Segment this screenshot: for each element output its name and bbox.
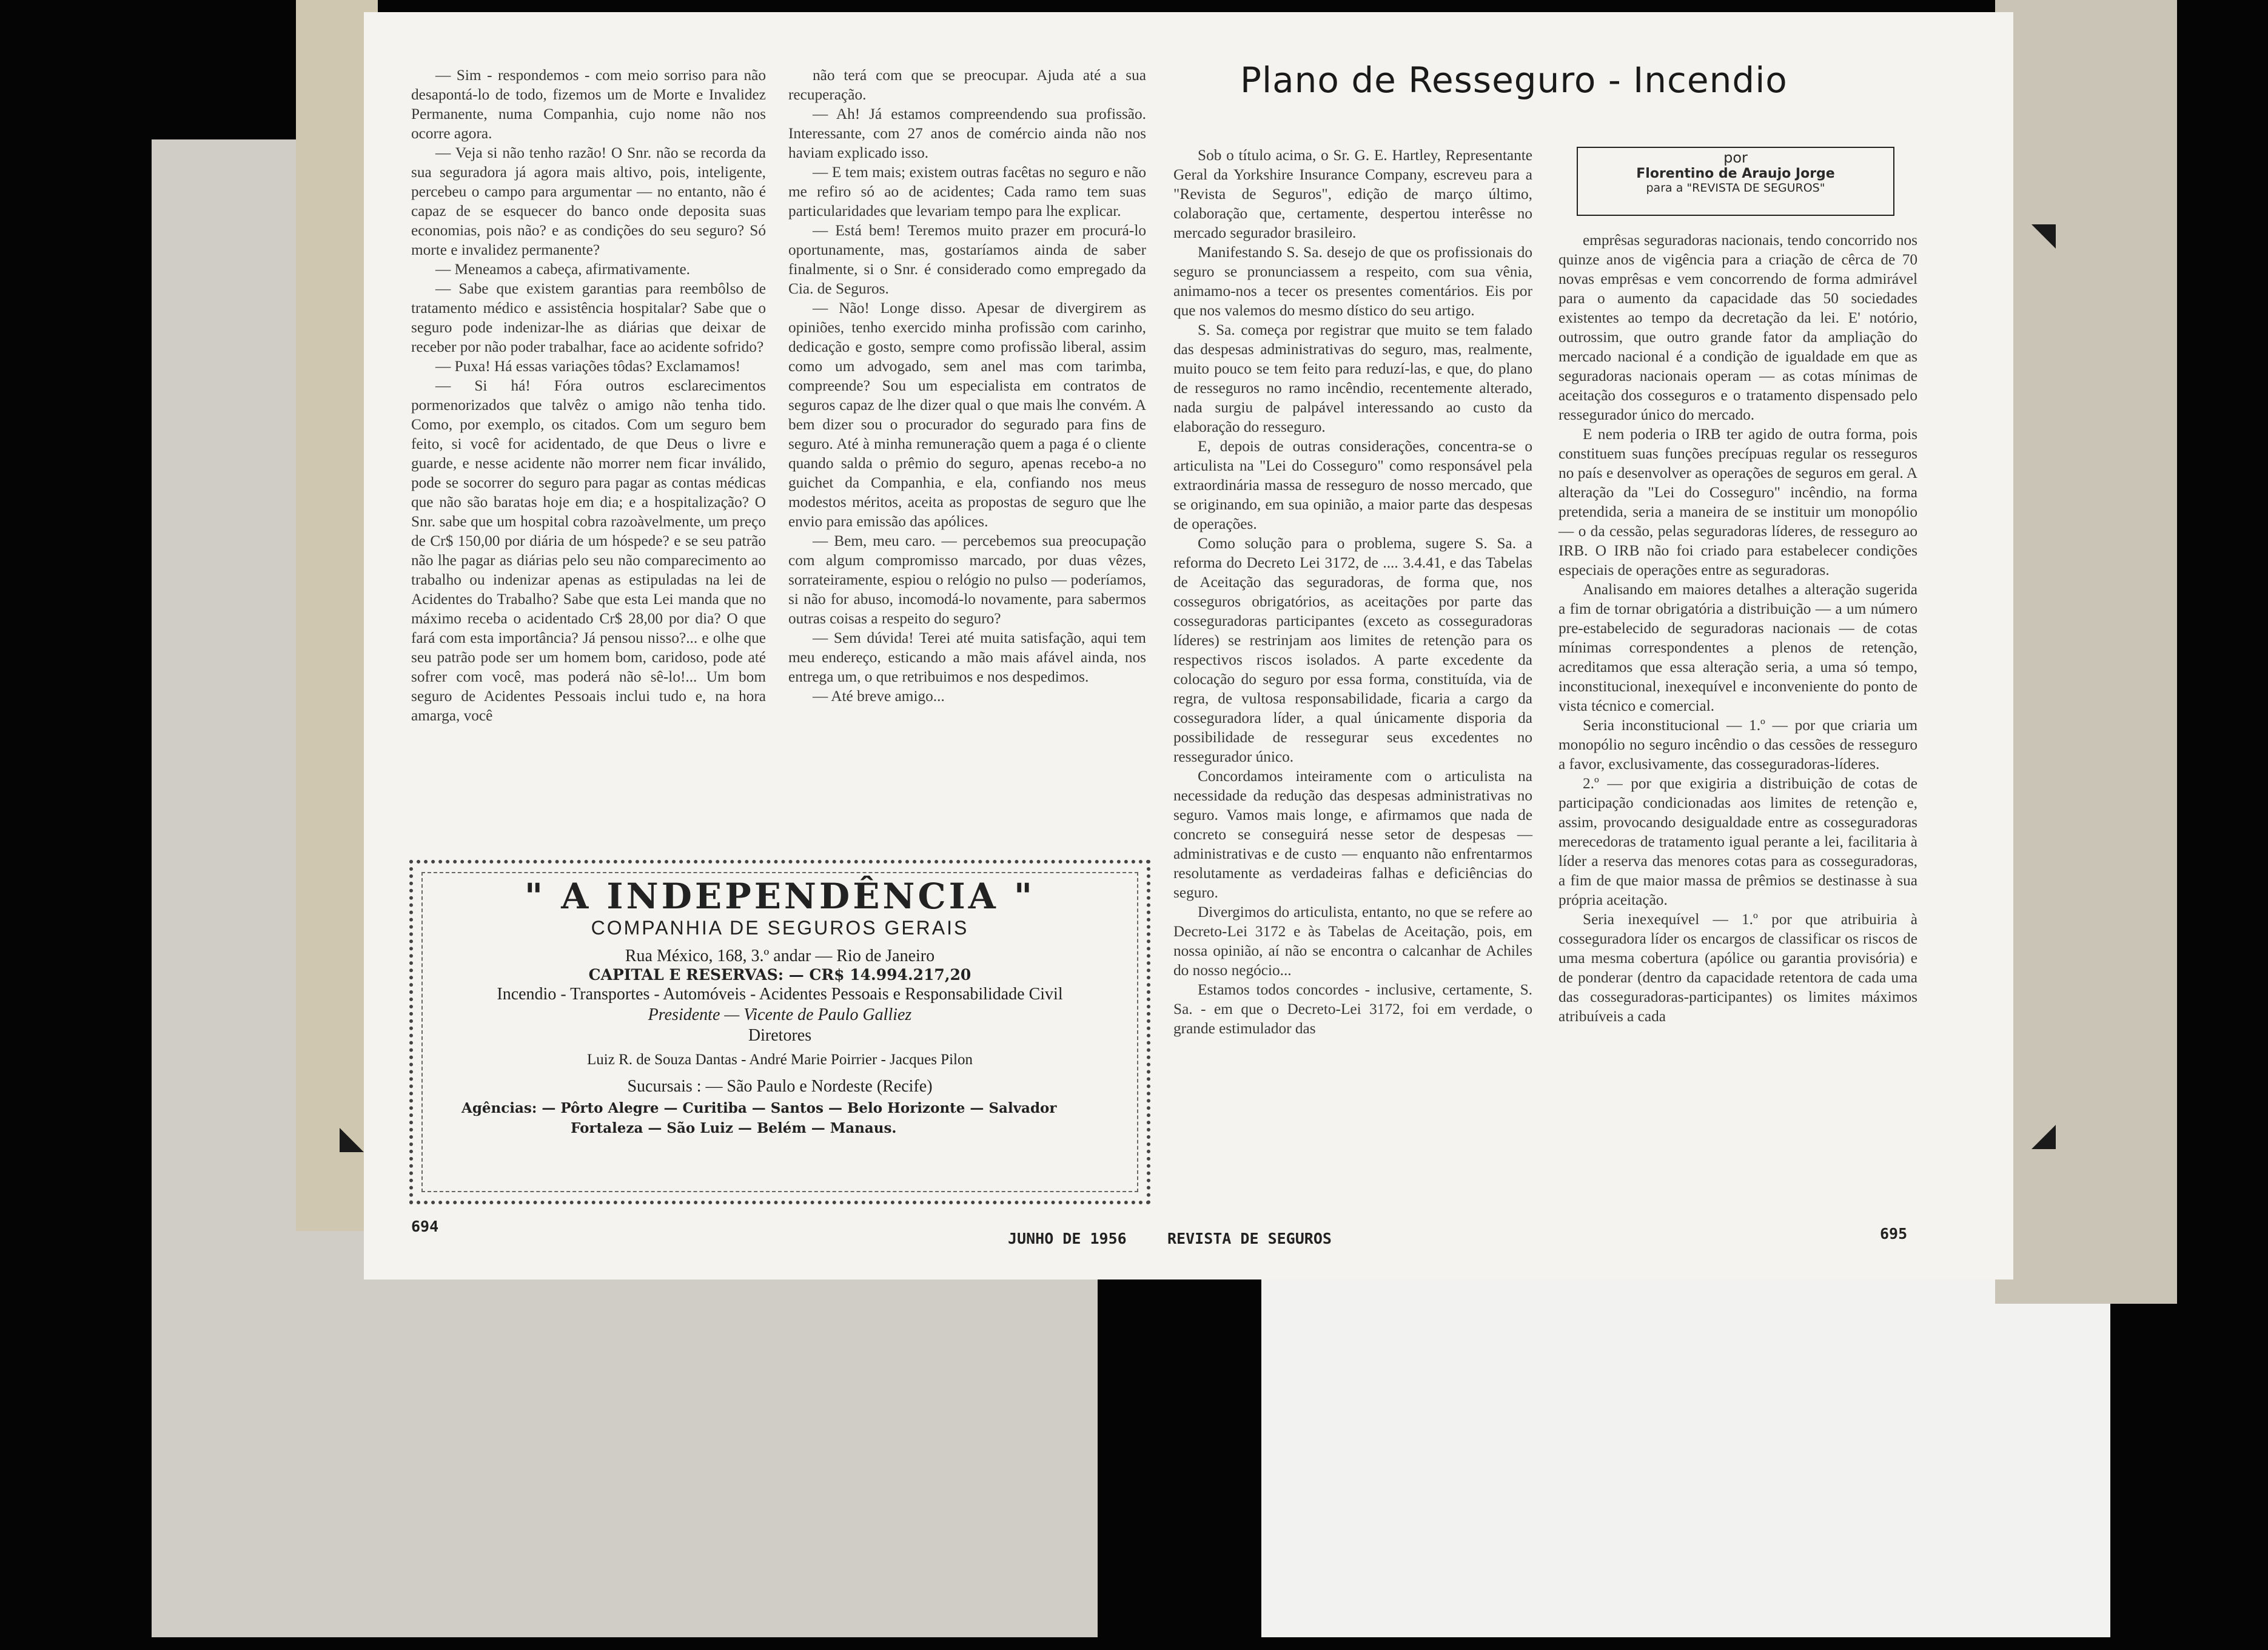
paragraph: 2.º — por que exigiria a distribuição de cotas de participação condicionadas aos limites de retenção e, assim, provocando desigualdade entre as cosseguradoras merecedoras de tratamento igual perante a lei, facilitaria à líder a reserva das menores cotas para as cosseguradoras, a fim de que maior massa de prêmios se destinasse à sua própria aceitação. (1558, 775, 1917, 908)
advertisement-independencia (409, 860, 1150, 1204)
paragraph: — Até breve amigo... (813, 688, 945, 705)
ad-lines: Incendio - Transportes - Automóveis - Acidentes Pessoais e Responsabilidade Civil (497, 985, 1063, 1004)
byline-box (1577, 147, 1894, 216)
paragraph: — Ah! Já estamos compreendendo sua profissão. Interessante, com 27 anos de comércio ainda não nos haviam explicado isso. (788, 106, 1146, 161)
paragraph: Como solução para o problema, sugere S. Sa. a reforma do Decreto Lei 3172, de .... 3.4.41, e das Tabelas de Aceitação das seguradoras, de forma que, nos cosseguros obrigatórios, as aceitações por parte das cosseguradoras participantes (exceto as cosseguradoras líderes) se restrinjam aos limites de retenção para os respectivos riscos isolados. A parte excedente da colocação do seguro por essa forma, constituída, via de regra, de vultosa responsabilidade, ficaria a cargo da cosseguradora líder, a qual únicamente disporia da possibilidade de ressegurar seus excedentes no ressegurador único. (1173, 535, 1532, 765)
byline-por: por (1723, 149, 1748, 166)
paragraph: — Meneamos a cabeça, afirmativamente. (435, 261, 691, 278)
ad-address: Rua México, 168, 3.º andar — Rio de Janeiro (625, 947, 935, 965)
byline-para: para a "REVISTA DE SEGUROS" (1646, 181, 1825, 195)
right-page-footer: REVISTA DE SEGUROS (1167, 1230, 1332, 1247)
paragraph: emprêsas seguradoras nacionais, tendo concorrido nos quinze anos de vigência para a criação de cêrca de 70 novas emprêsas e vem concorrendo de forma admirável para o aumento da capacidade das 50 sociedades existentes ao tempo da decretação da lei. E' notório, outrossim, que outro grande fator da ampliação do mercado nacional é a condição de igualdade em que as seguradoras nacionais operam — as cotas mínimas de aceitação dos cosseguros e o tratamento dispensado pelo ressegurador único do mercado. (1558, 232, 1917, 423)
paragraph: Manifestando S. Sa. desejo de que os profissionais do seguro se pronunciassem a respeito, com sua vênia, animamo-nos a tecer os presentes comentários. Eis por que nos valemos do mesmo dístico do seu artigo. (1173, 244, 1532, 319)
paragraph: — Sim - respondemos - com meio sorriso para não desapontá-lo de todo, fizemos um de Morte e Invalidez Permanente, numa Companhia, cujo nome não nos ocorre agora. (411, 67, 766, 142)
paragraph: Estamos todos concordes - inclusive, certamente, S. Sa. - em que o Decreto-Lei 3172, foi em verdade, o grande estimulador das (1173, 981, 1532, 1037)
left-page-column-1 (411, 65, 766, 848)
ad-agencias-2: Fortaleza — São Luiz — Belém — Manaus. (571, 1120, 897, 1136)
paragraph: — Puxa! Há essas variações tôdas? Exclamamos! (435, 358, 740, 375)
paragraph: — Bem, meu caro. — percebemos sua preocupação com algum compromisso marcado, por duas vêzes, sorrateiramente, espiou o relógio no pulso — poderíamos, si não for abuso, incomodá-lo novamente, para sabermos outras coisas a respeito do seguro? (788, 532, 1146, 627)
left-page-footer: JUNHO DE 1956 (1008, 1230, 1127, 1247)
book-cover-right (1995, 0, 2177, 1304)
ad-inner-border (421, 872, 1138, 1192)
paragraph: Seria inexequível — 1.º por que atribuiria à cosseguradora líder os encargos de classificar os riscos de uma mesma cobertura (apólice ou garantia provisória) e de ponderar (dentro da capacidade retentora de cada uma das cosseguradoras-participantes) os limites máximos atribuíveis a cada (1558, 911, 1917, 1025)
paragraph: S. Sa. começa por registrar que muito se tem falado das despesas administrativas do seguro, mas, realmente, muito pouco se tem feito para reduzí-las, e que, do plano de resseguros no ramo incêndio, recentemente alterado, nada surgiu de palpável interessando ao custo da elaboração do resseguro. (1173, 321, 1532, 435)
paragraph: Concordamos inteiramente com o articulista na necessidade da redução das despesas administrativas no seguro. Vamos mais longe, e afirmamos que nada de concreto se conseguirá nesse setor de despesas — administrativas e de custo — enquanto não enfrentarmos resolutamente as verdadeiras falhas e deficiências do seguro. (1173, 768, 1532, 901)
ad-capital: CAPITAL E RESERVAS: — CR$ 14.994.217,20 (588, 966, 971, 984)
byline-author: Florentino de Araujo Jorge (1636, 166, 1835, 181)
ad-company-name: " A INDEPENDÊNCIA " (524, 876, 1036, 917)
left-page-column-2 (788, 65, 1146, 848)
paragraph: — Sem dúvida! Terei até muita satisfação, aqui tem meu endereço, esticando a mão mais afável ainda, nos entrega um, o que retribuimos e nos despedimos. (788, 629, 1146, 685)
ad-directors: Luiz R. de Souza Dantas - André Marie Poirrier - Jacques Pilon (587, 1051, 973, 1068)
paragraph: E, depois de outras considerações, concentra-se o articulista na "Lei do Cosseguro" como responsável pela extraordinária massa de resseguro de nosso mercado, que se originando, em sua opinião, a maior parte das despesas de operações. (1173, 438, 1532, 532)
ad-president: Presidente — Vicente de Paulo Galliez (648, 1005, 912, 1024)
paragraph: Seria inconstitucional — 1.º — por que criaria um monopólio no seguro incêndio o das cessões de resseguro a favor, exclusivamente, das cosseguradoras-líderes. (1558, 717, 1917, 773)
paragraph: — Está bem! Teremos muito prazer em procurá-lo oportunamente, mas, gostaríamos ainda de saber finalmente, si o Snr. é considerado como empregado da Cia. de Seguros. (788, 222, 1146, 297)
ad-directors-heading: Diretores (748, 1026, 812, 1045)
right-page-number: 695 (1880, 1225, 1908, 1243)
article-title: Plano de Resseguro - Incendio (1240, 59, 1788, 101)
ad-sucursais: Sucursais : — São Paulo e Nordeste (Recife) (627, 1077, 933, 1096)
paragraph: — Si há! Fóra outros esclarecimentos pormenorizados que talvêz o amigo não tenha tido. Como, por exemplo, os citados. Com um seguro bem feito, si você for acidentado, de que Deus o livre e guarde, e nesse acidente não morrer nem ficar inválido, pode se socorrer do seguro para pagar as contas médicas que não são baratas hoje em dia; e a hospitalização? O Snr. sabe que um hospital cobra razoàvelmente, um preço de Cr$ 150,00 por diária de um hóspede? e se seu patrão não lhe pagar as diárias pelo seu não comparecimento ao trabalho ou indenizar apenas as estipuladas na lei de Acidentes do Trabalho? Sabe que esta Lei manda que no máximo receba o acidentado Cr$ 28,00 por dia? O que fará com esta importância? Já pensou nisso?... e olhe que seu patrão pode ser um homem bom, caridoso, pode até sofrer com você, mas poderá não sê-lo!... Um bom seguro de Acidentes Pessoais inclui tudo e, na hora amarga, você (411, 377, 766, 724)
right-page-column-1 (1173, 146, 1532, 1213)
paragraph: — Veja si não tenho razão! O Snr. não se recorda da sua seguradora já agora mais altivo, pois, inteligente, percebeu o campo para argumentar — no entanto, não é capaz de se esquecer do banco onde deposita suas economias, pois não? e as condições do seu seguro? Só morte e invalidez permanente? (411, 144, 766, 258)
paragraph: não terá com que se preocupar. Ajuda até a sua recuperação. (788, 67, 1146, 103)
paragraph: Analisando em maiores detalhes a alteração sugerida a fim de tornar obrigatória a distribuição — a um número pre-estabelecido de seguradoras nacionais — de cotas mínimas correspondentes a plenos de retenção, acreditamos que essa alteração seria, a uma só tempo, inconstitucional, inexequível e inconveniente do ponto de vista técnico e comercial. (1558, 581, 1917, 714)
cloth-right (1261, 1273, 2110, 1637)
paragraph: Sob o título acima, o Sr. G. E. Hartley, Representante Geral da Yorkshire Insurance Company, escreveu para a "Revista de Seguros", edição de março último, colaboração que, certamente, despertou interêsse no mercado segurador brasileiro. (1173, 147, 1532, 241)
ad-subtitle: COMPANHIA DE SEGUROS GERAIS (591, 917, 969, 939)
ad-agencias-1: Agências: — Pôrto Alegre — Curitiba — Santos — Belo Horizonte — Salvador (461, 1100, 1057, 1116)
right-page-column-2 (1558, 230, 1917, 1225)
paragraph: Divergimos do articulista, entanto, no que se refere ao Decreto-Lei 3172 e às Tabelas de Aceitação, pois, em nossa opinião, aí não se encontra o calcanhar de Achiles do nosso negócio... (1173, 904, 1532, 979)
paragraph: E nem poderia o IRB ter agido de outra forma, pois constituem suas funções precípuas regular os resseguros no país e desenvolver as operações de seguros em geral. A alteração da "Lei do Cosseguro" incêndio, na forma pretendida, seria a maneira de se instituir um monopólio — o da cessão, pelas seguradoras líderes, de resseguro ao IRB. O IRB não foi criado para estabelecer condições especiais de operações entre as seguradoras. (1558, 426, 1917, 579)
paragraph: — Não! Longe disso. Apesar de divergirem as opiniões, tenho exercido minha profissão com carinho, dedicação e gosto, sempre como profissão liberal, assim como um advogado, sem anel mas com tarimba, compreende? Sou um especialista em contratos de seguros capaz de lhe dizer qual o que mais lhe convém. A bem dizer sou o procurador do segurado para fins de seguro. Até à minha remuneração quem a paga é o cliente quando salda o prêmio do seguro, apenas recebo-a no guichet da Companhia, e ela, confiando nos meus modestos méritos, aceita as propostas de seguro que lhe envio para emissão das apólices. (788, 300, 1146, 530)
paragraph: — E tem mais; existem outras facêtas no seguro e não me refiro só ao de acidentes; Cada ramo tem suas particularidades que levariam tempo para lhe explicar. (788, 164, 1146, 220)
paragraph: — Sabe que existem garantias para reembôlso de tratamento médico e assistência hospitalar? Sabe que o seguro pode indenizar-lhe as diárias que deixar de receber por não poder trabalhar, face ao acidente sofrido? (411, 280, 766, 355)
left-page-number: 694 (411, 1218, 439, 1235)
